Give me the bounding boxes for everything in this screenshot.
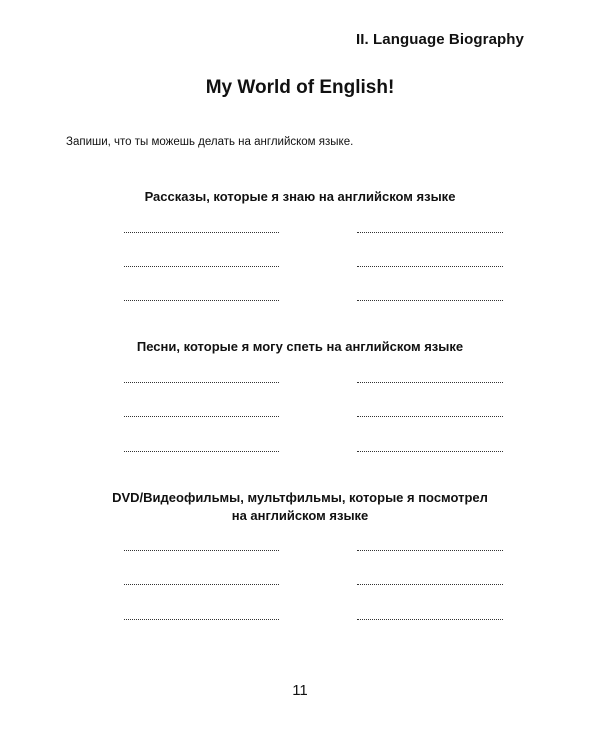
answer-line[interactable] [357,619,503,620]
page-title: My World of English! [205,77,395,98]
page-number: 11 [292,682,308,699]
answer-line[interactable] [357,382,503,383]
answer-line[interactable] [124,382,279,383]
heading-line: DVD/Видеофильмы, мультфильмы, которые я посмотрел [112,490,488,505]
answer-line[interactable] [357,300,503,301]
answer-line[interactable] [357,584,503,585]
answer-line[interactable] [357,451,503,452]
answer-line[interactable] [357,416,503,417]
section-heading-stories [60,188,540,206]
instruction-text: Запиши, что ты можешь делать на английском языке. [66,136,354,148]
answer-line[interactable] [124,300,279,301]
answer-line[interactable] [124,416,279,417]
answer-line[interactable] [357,550,503,551]
answer-line[interactable] [124,550,279,551]
section-heading-songs [60,338,540,356]
answer-line[interactable] [124,619,279,620]
heading-line: Песни, которые я могу спеть на английском языке [136,339,464,354]
answer-line[interactable] [357,232,503,233]
answer-line[interactable] [357,266,503,267]
heading-line: Рассказы, которые я знаю на английском языке [144,189,456,204]
answer-line[interactable] [124,266,279,267]
answer-line[interactable] [124,232,279,233]
section-label: II. Language Biography [355,31,524,48]
heading-line: на английском языке [231,508,369,523]
answer-line[interactable] [124,584,279,585]
answer-line[interactable] [124,451,279,452]
section-heading-films [60,489,540,525]
